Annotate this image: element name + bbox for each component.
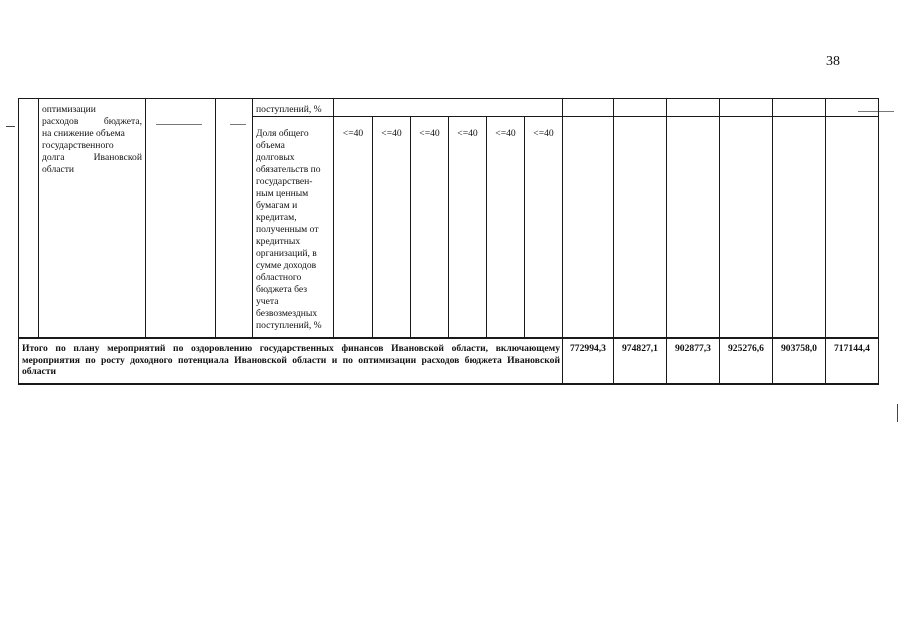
table-vline-14 xyxy=(719,98,720,385)
goal-line: государственного xyxy=(42,140,114,151)
indicator-line: бумагам и xyxy=(256,200,298,211)
condition-value: <=40 xyxy=(419,128,440,139)
total-label: Итого по плану мероприятий по оздоровлению государственных финансов Ивановской области, включающему мероприятия по росту доходного потенциала Ивановской области и по оптимизации расходов бюджета Ивановской области xyxy=(22,343,560,377)
total-value: 717144,4 xyxy=(834,343,870,354)
indicator-line: сумме доходов xyxy=(256,260,317,271)
indicator-line: учета xyxy=(256,296,279,307)
indicator-line: областного xyxy=(256,272,302,283)
indicator-line: полученным от xyxy=(256,224,319,235)
total-value: 903758,0 xyxy=(781,343,817,354)
table-line-row xyxy=(252,116,878,117)
indicator-line: кредитам, xyxy=(256,212,297,223)
table-vline-15 xyxy=(772,98,773,385)
goal-line: расходов бюджета, xyxy=(42,116,142,127)
condition-value: <=40 xyxy=(342,128,364,139)
condition-value: <=40 xyxy=(533,128,554,139)
table-vline-2 xyxy=(145,98,146,337)
indicator-line: поступлений, % xyxy=(256,320,322,331)
goal-line: на снижение объема xyxy=(42,128,125,139)
goal-line: оптимизации xyxy=(42,104,96,115)
table-vline-9 xyxy=(486,116,487,337)
indicator-line: бюджета без xyxy=(256,284,308,295)
scan-mark-right xyxy=(897,404,898,422)
total-value: 902877,3 xyxy=(675,343,711,354)
condition-value: <=40 xyxy=(457,128,478,139)
indicator-line: Доля общего xyxy=(256,128,309,139)
table-vline-1 xyxy=(38,98,39,337)
table-vline-6 xyxy=(372,116,373,337)
indicator-line: организаций, в xyxy=(256,248,317,259)
table-line-top xyxy=(18,98,878,99)
indicator-line: долговых xyxy=(256,152,295,163)
table-vline-3 xyxy=(215,98,216,337)
table-vline-11 xyxy=(562,98,563,385)
table-vline-10 xyxy=(524,116,525,337)
scan-dash-3 xyxy=(858,111,894,112)
scan-dash-2 xyxy=(230,124,246,125)
indicator-line: кредитных xyxy=(256,236,301,247)
table-vline-17 xyxy=(878,98,879,385)
condition-value: <=40 xyxy=(381,128,402,139)
scan-mark-left xyxy=(6,126,15,127)
indicator-line: государствен- xyxy=(256,176,313,187)
table-vline-4 xyxy=(252,98,253,337)
table-line-bottom xyxy=(18,383,878,385)
total-value: 772994,3 xyxy=(570,343,606,354)
indicator-line: объема xyxy=(256,140,285,151)
total-value: 974827,1 xyxy=(622,343,658,354)
page-number: 38 xyxy=(826,54,840,69)
indicator-line: обязательств по xyxy=(256,164,321,175)
table-vline-8 xyxy=(448,116,449,337)
indicator-prev-text: поступлений, % xyxy=(256,104,322,115)
table-vline-16 xyxy=(825,98,826,385)
condition-value: <=40 xyxy=(495,128,516,139)
table-vline-12 xyxy=(613,98,614,385)
indicator-line: ным ценным xyxy=(256,188,309,199)
goal-line: области xyxy=(42,164,75,175)
indicator-line: безвозмездных xyxy=(256,308,318,319)
total-value: 925276,6 xyxy=(728,343,764,354)
scan-dash-1 xyxy=(156,124,202,125)
table-line-total-top xyxy=(18,337,878,339)
table-vline-0 xyxy=(18,98,19,385)
table-vline-7 xyxy=(410,116,411,337)
table-vline-13 xyxy=(666,98,667,385)
goal-line: долга Ивановской xyxy=(42,152,142,163)
